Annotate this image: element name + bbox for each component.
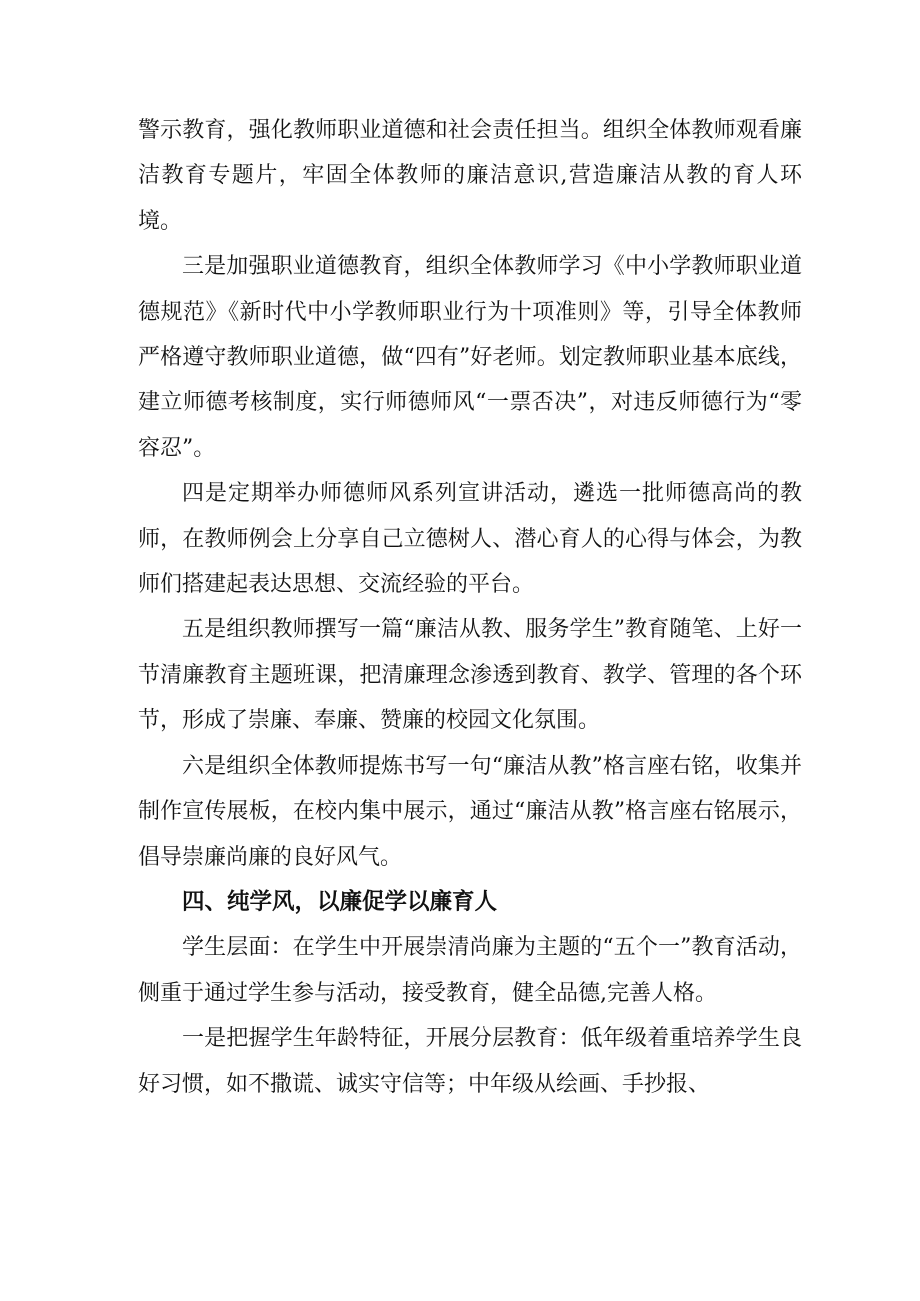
document-body — [138, 108, 802, 1107]
paragraph-professional-ethics: 三是加强职业道德教育，组织全体教师学习《中小学教师职业道德规范》《新时代中小学教师职业行为十项准则》等，引导全体教师严格遵守教师职业道德，做“四有”好老师。划定教师职业基本底线，建立师德考核制度，实行师德师风“一票否决”，对违反师德行为“零容忍”。 — [138, 254, 802, 461]
paragraph-motto: 六是组织全体教师提炼书写一句“廉洁从教”格言座右铭，收集并制作宣传展板，在校内集中展示，通过“廉洁从教”格言座右铭展示，倡导崇廉尚廉的良好风气。 — [138, 753, 802, 870]
section-heading: 四、纯学风，以廉促学以廉育人 — [182, 888, 498, 915]
paragraph-student-level: 学生层面：在学生中开展崇清尚廉为主题的“五个一”教育活动，侧重于通过学生参与活动，接受教育，健全品德,完善人格。 — [138, 935, 802, 1006]
paragraph-lecture-activities: 四是定期举办师德师风系列宣讲活动，遴选一批师德高尚的教师，在教师例会上分享自己立德树人、潜心育人的心得与体会，为教师们搭建起表达思想、交流经验的平台。 — [138, 481, 802, 598]
paragraph-age-characteristics: 一是把握学生年龄特征，开展分层教育：低年级着重培养学生良好习惯，如不撒谎、诚实守信等；中年级从绘画、手抄报、 — [138, 1026, 802, 1097]
paragraph-essay-writing: 五是组织教师撰写一篇“廉洁从教、服务学生”教育随笔、上好一节清廉教育主题班课，把清廉理念渗透到教育、教学、管理的各个环节，形成了崇廉、奉廉、赞廉的校园文化氛围。 — [138, 617, 802, 734]
paragraph-continuation: 警示教育，强化教师职业道德和社会责任担当。组织全体教师观看廉洁教育专题片，牢固全体教师的廉洁意识,营造廉洁从教的育人环境。 — [138, 118, 802, 234]
